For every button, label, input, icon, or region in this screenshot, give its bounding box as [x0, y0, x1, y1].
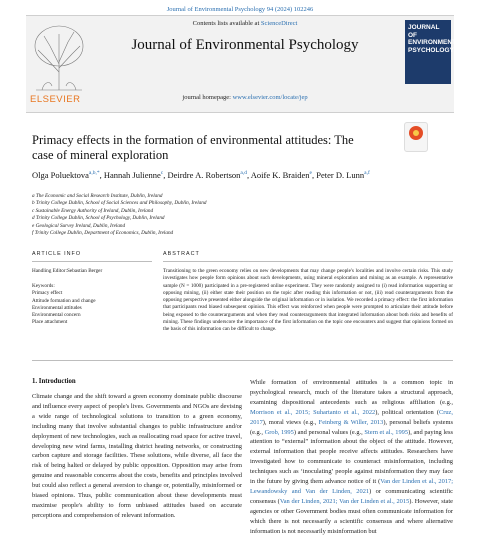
citation-link[interactable]: Cruz, 2017: [250, 408, 453, 426]
affiliation: c Sustainable Energy Authority of Ireland, Dublin, Ireland: [32, 207, 154, 214]
citation-link[interactable]: Grob, 1995: [264, 428, 294, 436]
keyword: Primacy effect: [32, 290, 63, 297]
author[interactable]: Olga Poluektova$^{a,b,*}$: [32, 169, 100, 180]
cover-title: JOURNAL OF ENVIRONMENTAL PSYCHOLOGY: [408, 24, 465, 54]
author[interactable]: Deirdre A. Robertson$^{a,d}$: [167, 169, 247, 180]
article-info-heading: ARTICLE INFO: [32, 251, 82, 257]
divider: [32, 261, 152, 262]
journal-cover-thumbnail[interactable]: [405, 20, 465, 84]
citation-link[interactable]: Stern et al., 1995: [364, 428, 409, 436]
sciencedirect-link[interactable]: ScienceDirect: [260, 20, 298, 27]
author[interactable]: Peter D. Lunn$^{a,f}$: [316, 169, 370, 180]
abstract-heading: ABSTRACT: [163, 251, 200, 257]
article-title: Primacy effects in the formation of environmental attitudes: The case of mineral exploration: [32, 133, 354, 162]
homepage-line: [110, 94, 380, 101]
intro-left-column: Climate change and the shift toward a green economy dominate public discourse and influence every aspect of people's lives. Governments and NGOs are devising a wide range of technological solutions to transition to a green economy, including many that involve substantial changes to public infrastructure and/or deployment of new technologies, such as reallocating road space for active travel, developing new wind farms, installing district heating networks, or constructing carbon capture and storage facilities. These solutions, while diverse, all face the risk of being halted or delayed by public opposition. Opposition may arise from genuine and reasonable concerns about the costs, benefits and principles involved but could also reflect a general aversion to change or, potentially, misinformed or biased opinions. Thus, public communication about these developments must maximise people's ability to form unbiased attitudes based on accurate perceptions and comprehension of relevant information.: [32, 393, 242, 519]
citation-link[interactable]: Van der Linden et al., 2017; Lewandowsky and Van der Linden, 2021: [250, 478, 453, 495]
keywords-label: Keywords:: [32, 283, 55, 289]
paragraph-text: ), personal beliefs systems (e.g.,: [250, 418, 453, 436]
contents-line: [110, 20, 380, 27]
paragraph-text: While formation of environmental attitudes is a common topic in psychological research, much of the literature takes a structural approach, examining dispositional antecedents such as religious affiliation (e.g.,: [250, 379, 453, 406]
publisher-name: ELSEVIER: [30, 94, 81, 105]
citation-link[interactable]: Feinberg & Willer, 2013: [318, 418, 384, 426]
check-for-updates-icon[interactable]: [404, 122, 428, 152]
journal-citation[interactable]: Journal of Environmental Psychology 94 (2024) 102246: [166, 6, 314, 13]
affiliation: d Trinity College Dublin, School of Psychology, Dublin, Ireland: [32, 215, 165, 222]
keyword: Environmental concern: [32, 312, 81, 319]
handling-editor: Handling Editor:Sebastian Berger: [32, 268, 103, 274]
author-list: Olga Poluektova$^{a,b,*}$, Hannah Julienne$^c$, Deirdre A. Robertson$^{a,d}$, Aoife K. Braiden$^e$, Peter D. Lunn$^{a,f}$: [32, 169, 370, 180]
paragraph-text: ), political orientation (: [375, 408, 439, 416]
abstract-text: Transitioning to the green economy relies on new developments that may change people's localities and involve certain risks. This study investigates how people form opinions about such developments, using mineral exploration and mining as an example. A representative sample (N = 1000) participated in a pre-registered online experiment. They were randomly assigned to (i) read information supporting or opposing mining, (ii) either state their position on the topic after reading this information or not, (iii) read counterarguments from the opposing perspective presented either alongside the original information or in isolation. We recorded a primacy effect: the first information that participants read biased subsequent opinion. This effect was reinforced when people were prompted to articulate their attitude before being exposed to the counterarguments and when they read counterarguments that integrated information about both risks and benefits of mining. These findings underscore the importance of the first information on the topic one encounters and suggest that opinions formed on the basis of this information can be difficult to change.: [163, 268, 453, 333]
divider: [163, 261, 453, 262]
affiliations: [32, 193, 432, 237]
affiliation: b Trinity College Dublin, School of Social Sciences and Philosophy, Dublin, Ireland: [32, 200, 207, 207]
paragraph-text: ), and paying less attention to “external” information about the object of the attitude. However, external information that people receive affects attitudes. Researchers have investigated how to communicate to counteract misinformation, including techniques such as ‘inoculating’ people against misinformation they may face in the future by giving them advance notice of it (: [250, 428, 453, 486]
paragraph-text: ). However, state agencies or other Government bodies must often communicate information for which there is not necessarily a scientific consensus and where alternative information is not necessarily misinformation but: [250, 497, 453, 535]
divider: [32, 360, 453, 361]
author[interactable]: Hannah Julienne$^c$: [103, 169, 164, 180]
homepage-prefix: journal homepage:: [182, 94, 233, 101]
journal-title: Journal of Environmental Psychology: [131, 37, 359, 53]
keyword: Environmental attitudes: [32, 304, 82, 311]
homepage-link[interactable]: www.elsevier.com/locate/jep: [232, 94, 308, 101]
paragraph-text: ), moral views (e.g.,: [262, 418, 319, 426]
paragraph-text: ) or communicating scientific consensus (: [250, 487, 453, 505]
citation-link[interactable]: Van der Linden, 2021; Van der Linden et al., 2015: [279, 497, 410, 505]
keyword: Attitude formation and change: [32, 297, 96, 304]
affiliation: f Trinity College Dublin, Department of Economics, Dublin, Ireland: [32, 230, 174, 237]
keyword: Place attachment: [32, 319, 68, 326]
contents-prefix: Contents lists available at: [192, 20, 261, 27]
affiliation: a The Economic and Social Research Institute, Dublin, Ireland: [32, 193, 163, 199]
intro-right-column: [250, 378, 453, 537]
intro-heading: 1. Introduction: [32, 378, 76, 385]
citation-link[interactable]: Morrison et al., 2015; Suhartanto et al., 2022: [250, 408, 376, 416]
paragraph-text: ) and personal values (e.g.,: [293, 428, 365, 436]
affiliation: e Geological Survey Ireland, Dublin, Ireland: [32, 222, 126, 229]
author[interactable]: Aoife K. Braiden$^e$: [250, 169, 312, 180]
keywords-block: [32, 283, 152, 327]
